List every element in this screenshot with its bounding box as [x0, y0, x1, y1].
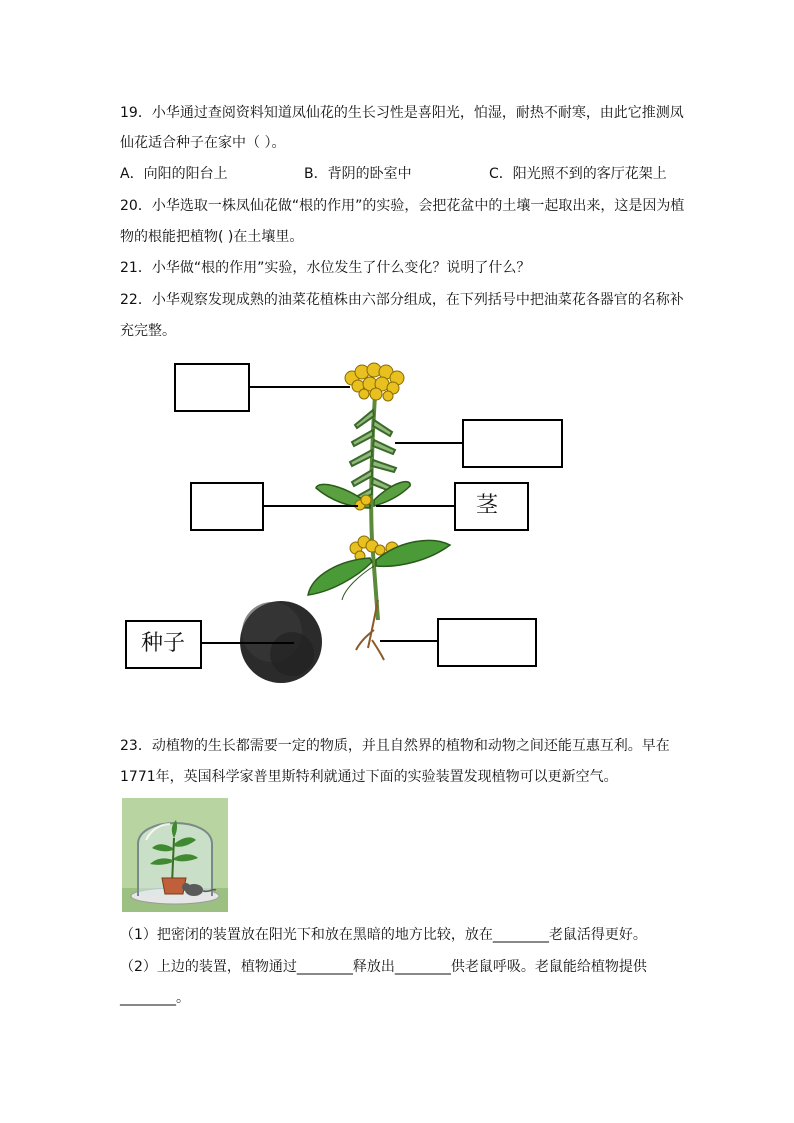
q23-sub2-continued: ________。 — [120, 990, 190, 1006]
label-box-fruit[interactable] — [462, 419, 563, 468]
connector-fruit — [395, 442, 462, 444]
label-box-flower[interactable] — [174, 363, 250, 412]
label-box-root[interactable] — [437, 618, 537, 667]
q19-option-c: C．阳光照不到的客厅花架上 — [489, 166, 667, 182]
connector-stem — [376, 505, 454, 507]
q23-line1: 23．动植物的生长都需要一定的物质，并且自然界的植物和动物之间还能互惠互利。早在 — [120, 738, 670, 754]
connector-leaf — [264, 505, 358, 507]
bell-jar-experiment-illustration — [122, 798, 228, 912]
q19-option-b: B．背阴的卧室中 — [304, 166, 412, 182]
connector-seed — [202, 642, 294, 644]
label-stem-text: 茎 — [476, 493, 499, 518]
q22-line1: 22．小华观察发现成熟的油菜花植株由六部分组成，在下列括号中把油菜花各器官的名称补 — [120, 292, 684, 308]
connector-root — [380, 640, 437, 642]
connector-flower — [250, 386, 350, 388]
q19-option-a: A．向阳的阳台上 — [120, 166, 228, 182]
q19-line1: 19．小华通过查阅资料知道凤仙花的生长习性是喜阳光，怕湿，耐热不耐寒，由此它推测凤 — [120, 105, 684, 121]
label-seed-text: 种子 — [141, 631, 186, 656]
q23-sub2: （2）上边的装置，植物通过________释放出________供老鼠呼吸。老鼠能给植物提供 — [120, 959, 647, 975]
label-box-leaf[interactable] — [190, 482, 264, 531]
q19-line2: 仙花适合种子在家中（ ）。 — [120, 135, 286, 151]
q23-sub1: （1）把密闭的装置放在阳光下和放在黑暗的地方比较，放在________老鼠活得更好。 — [120, 927, 647, 943]
q22-line2: 充完整。 — [120, 323, 176, 339]
q20-line2: 物的根能把植物( )在土壤里。 — [120, 229, 304, 245]
q21-line1: 21．小华做“根的作用”实验，水位发生了什么变化？说明了什么？ — [120, 260, 531, 276]
q20-line1: 20．小华选取一株凤仙花做“根的作用”的实验，会把花盆中的土壤一起取出来，这是因为植 — [120, 198, 685, 214]
q23-line2: 1771年，英国科学家普里斯特利就通过下面的实验装置发现植物可以更新空气。 — [120, 769, 618, 785]
